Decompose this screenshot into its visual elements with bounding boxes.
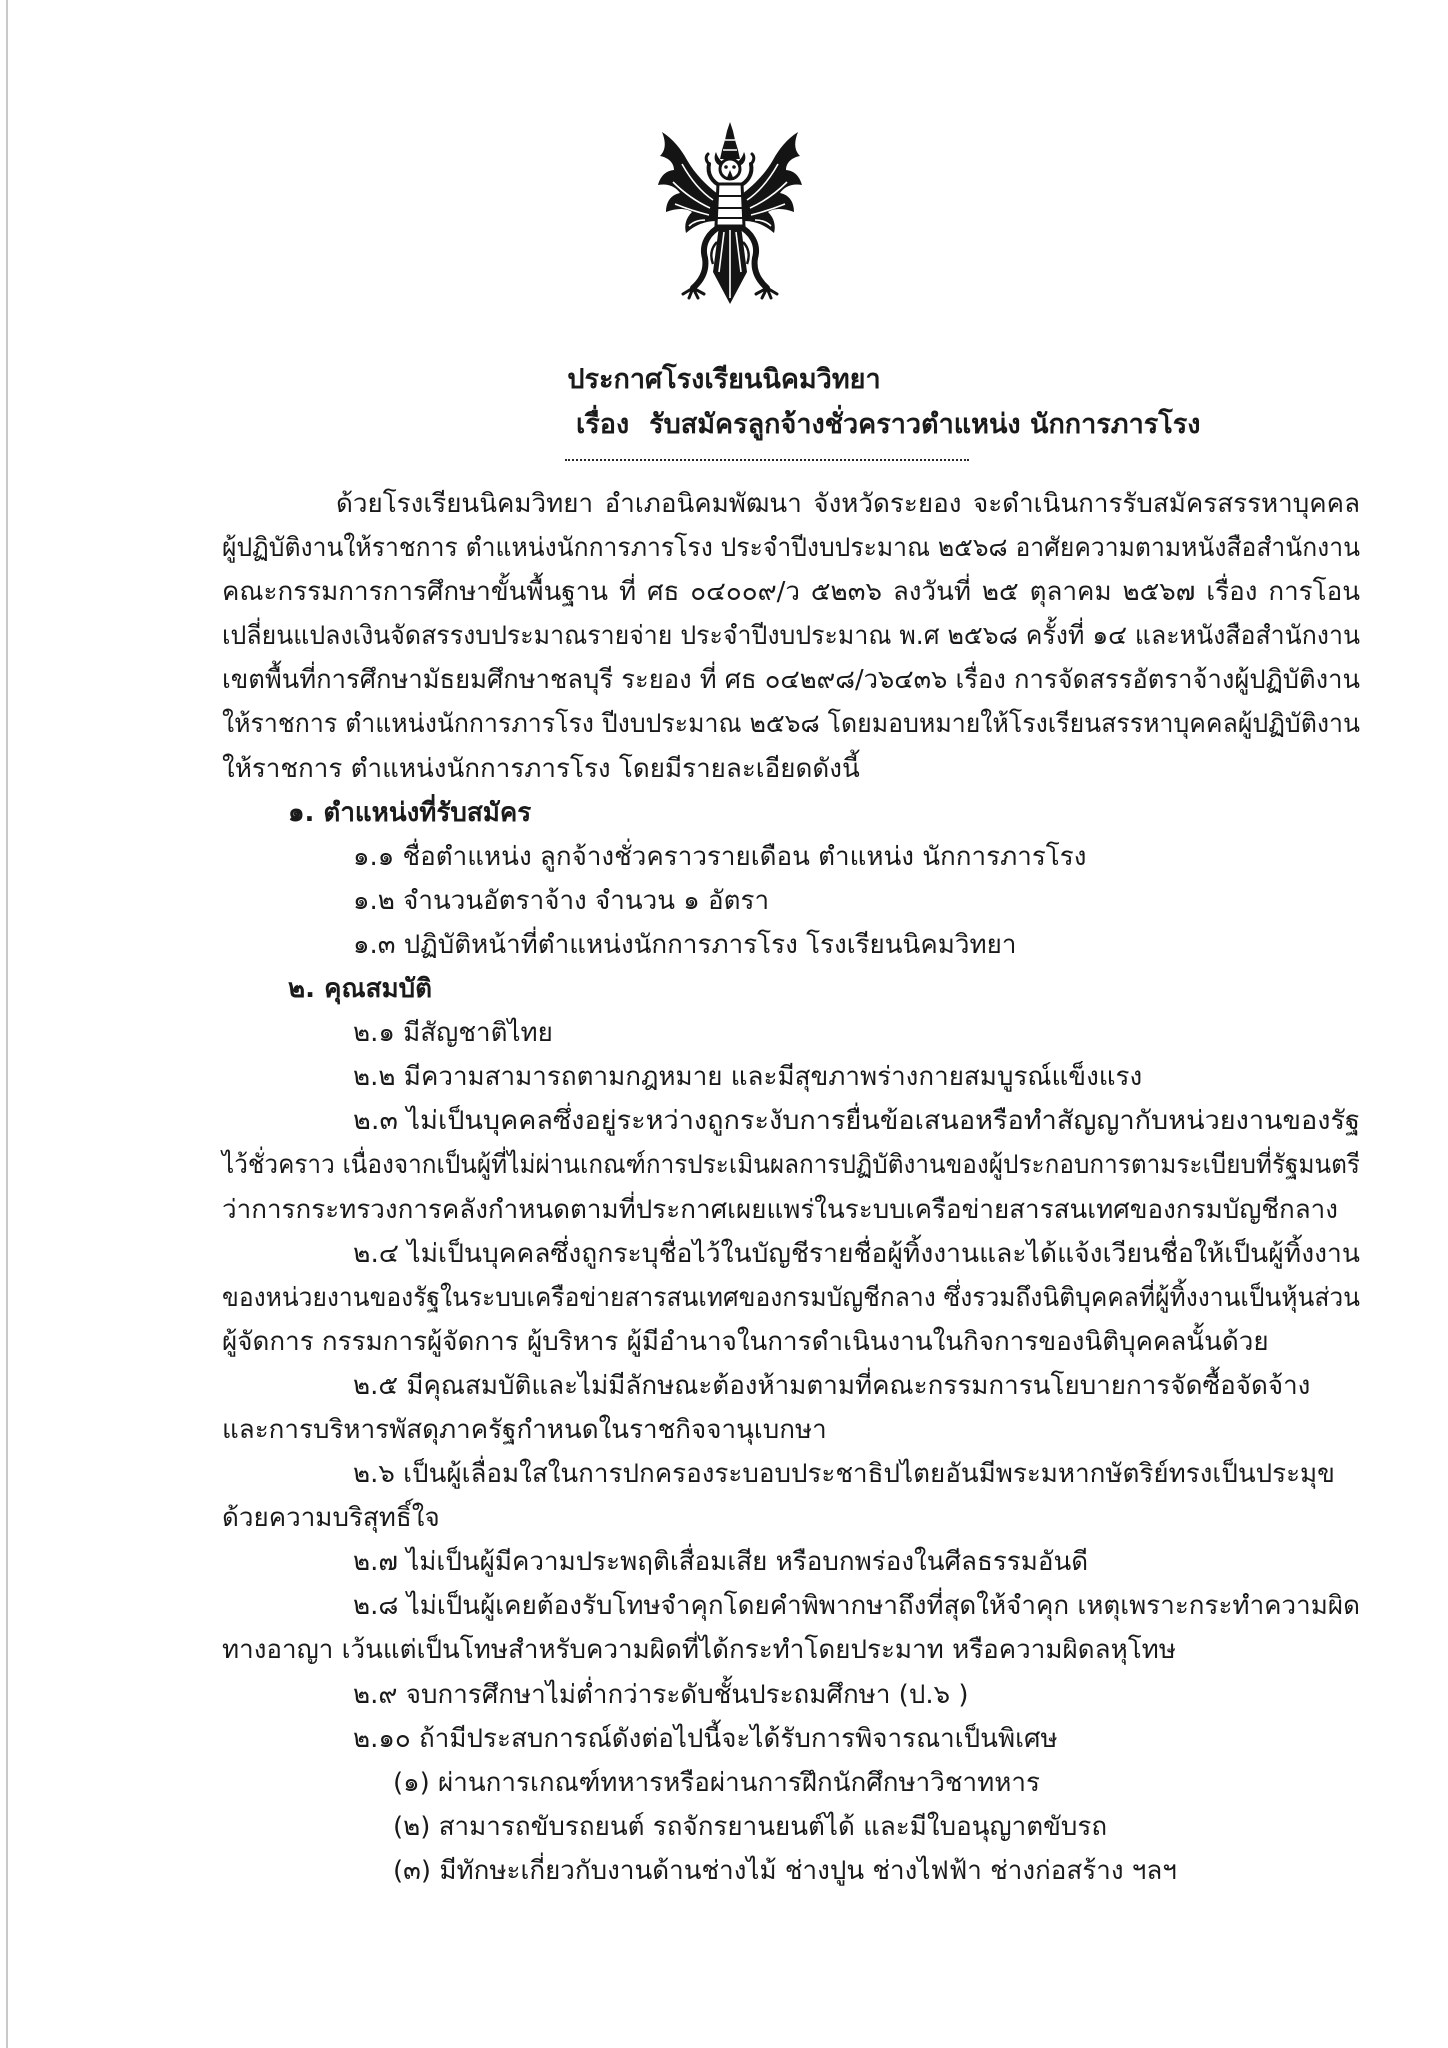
section-heading-text: ๒. คุณสมบัติ	[288, 974, 432, 1005]
list-item-text: ๒.๑๐ ถ้ามีประสบการณ์ดังต่อไปนี้จะได้รับการพิจารณาเป็นพิเศษ	[353, 1723, 1058, 1754]
list-item-continuation	[222, 1320, 1362, 1364]
list-item-text: ๑.๒ จำนวนอัตราจ้าง จำนวน ๑ อัตรา	[353, 885, 770, 916]
sub-list-item	[393, 1761, 1362, 1805]
intro-line-text: ให้ราชการ ตำแหน่งนักการภารโรง ปีงบประมาณ ๒๕๖๘ โดยมอบหมายให้โรงเรียนสรรหาบุคคลผู้ปฏิบัติงาน	[222, 709, 1360, 740]
list-item	[353, 1232, 1362, 1276]
announcement-subject	[576, 403, 1396, 447]
list-item-continuation	[222, 1143, 1362, 1187]
list-item-text: ไว้ชั่วคราว เนื่องจากเป็นผู้ที่ไม่ผ่านเกณฑ์การประเมินผลการปฏิบัติงานของผู้ประกอบการตามระเบียบที่รัฐมนตรี	[222, 1150, 1360, 1181]
list-item-text: ๒.๒ มีความสามารถตามกฎหมาย และมีสุขภาพร่างกายสมบูรณ์แข็งแรง	[353, 1062, 1143, 1093]
list-item-text: ๒.๔ ไม่เป็นบุคคลซึ่งถูกระบุชื่อไว้ในบัญชีรายชื่อผู้ทิ้งงานและได้แจ้งเวียนชื่อให้เป็นผู้ทิ้งงาน	[353, 1238, 1360, 1269]
intro-line-text: คณะกรรมการการศึกษาขั้นพื้นฐาน ที่ ศธ ๐๔๐๐๙/ว ๕๒๓๖ ลงวันที่ ๒๕ ตุลาคม ๒๕๖๗ เรื่อง การโอน	[222, 577, 1360, 608]
subject-text: รับสมัครลูกจ้างชั่วคราวตำแหน่ง นักการภารโรง	[649, 409, 1201, 440]
list-item	[353, 1364, 1362, 1408]
list-item-text: ๒.๘ ไม่เป็นผู้เคยต้องรับโทษจำคุกโดยคำพิพากษาถึงที่สุดให้จำคุก เหตุเพราะกระทำความผิด	[353, 1591, 1360, 1622]
list-item-text: ๒.๗ ไม่เป็นผู้มีความประพฤติเสื่อมเสีย หรือบกพร่องในศีลธรรมอันดี	[353, 1547, 1089, 1578]
list-item-text: ของหน่วยงานของรัฐในระบบเครือข่ายสารสนเทศของกรมบัญชีกลาง ซึ่งรวมถึงนิติบุคคลที่ผู้ทิ้งงานเป็นหุ้นส่วน	[222, 1282, 1360, 1313]
sub-list-item-text: (๓) มีทักษะเกี่ยวกับงานด้านช่างไม้ ช่างปูน ช่างไฟฟ้า ช่างก่อสร้าง ฯลฯ	[393, 1855, 1177, 1886]
list-item	[353, 923, 1362, 967]
intro-line	[222, 614, 1362, 658]
intro-line-text: เขตพื้นที่การศึกษามัธยมศึกษาชลบุรี ระยอง ที่ ศธ ๐๔๒๙๘/ว๖๔๓๖ เรื่อง การจัดสรรอัตราจ้างผู้ปฏิบัติงาน	[222, 665, 1360, 696]
list-item	[353, 1717, 1362, 1761]
intro-line-text: ผู้ปฏิบัติงานให้ราชการ ตำแหน่งนักการภารโรง ประจำปีงบประมาณ ๒๕๖๘ อาศัยความตามหนังสือสำนักงาน	[222, 533, 1360, 564]
intro-line	[222, 570, 1362, 614]
list-item-text: ๒.๑ มีสัญชาติไทย	[353, 1018, 553, 1049]
list-item-text: ๒.๕ มีคุณสมบัติและไม่มีลักษณะต้องห้ามตามที่คณะกรรมการนโยบายการจัดซื้อจัดจ้าง	[353, 1370, 1311, 1401]
section-heading-text: ๑. ตำแหน่งที่รับสมัคร	[288, 797, 532, 828]
intro-line	[222, 702, 1362, 746]
intro-line	[222, 526, 1362, 570]
list-item-text: ๑.๓ ปฏิบัติหน้าที่ตำแหน่งนักการภารโรง โรงเรียนนิคมวิทยา	[353, 929, 1017, 960]
intro-line	[222, 747, 1362, 791]
dotted-separator	[565, 459, 969, 461]
list-item-text: ด้วยความบริสุทธิ์ใจ	[222, 1503, 440, 1534]
list-item	[353, 1673, 1362, 1717]
intro-line	[336, 482, 1362, 526]
list-item-continuation	[222, 1276, 1362, 1320]
list-item	[353, 879, 1362, 923]
sub-list-item	[393, 1805, 1362, 1849]
announcement-title-text: ประกาศโรงเรียนนิคมวิทยา	[567, 364, 881, 395]
list-item	[353, 1055, 1362, 1099]
list-item-continuation	[222, 1408, 1362, 1452]
intro-line	[222, 658, 1362, 702]
list-item-continuation	[222, 1188, 1362, 1232]
list-item-text: ว่าการกระทรวงการคลังกำหนดตามที่ประกาศเผยแพร่ในระบบเครือข่ายสารสนเทศของกรมบัญชีกลาง	[222, 1194, 1338, 1225]
intro-line-text: เปลี่ยนแปลงเงินจัดสรรงบประมาณรายจ่าย ประจำปีงบประมาณ พ.ศ ๒๕๖๘ ครั้งที่ ๑๔ และหนังสือสำนักงาน	[222, 621, 1360, 652]
list-item-text: ๒.๓ ไม่เป็นบุคคลซึ่งอยู่ระหว่างถูกระงับการยื่นข้อเสนอหรือทำสัญญากับหน่วยงานของรัฐ	[353, 1106, 1360, 1137]
list-item	[353, 1540, 1362, 1584]
list-item	[353, 1452, 1362, 1496]
section-heading-positions	[288, 791, 1362, 835]
list-item	[353, 1011, 1362, 1055]
list-item-continuation	[222, 1628, 1362, 1672]
list-item	[353, 835, 1362, 879]
sub-list-item-text: (๑) ผ่านการเกณฑ์ทหารหรือผ่านการฝึกนักศึกษาวิชาทหาร	[393, 1767, 1040, 1798]
list-item-text: ๑.๑ ชื่อตำแหน่ง ลูกจ้างชั่วคราวรายเดือน ตำแหน่ง นักการภารโรง	[353, 841, 1087, 872]
list-item-text: ผู้จัดการ กรรมการผู้จัดการ ผู้บริหาร ผู้มีอำนาจในการดำเนินงานในกิจการของนิติบุคคลนั้นด้วย	[222, 1326, 1269, 1357]
document-body	[0, 482, 1448, 1893]
sub-list-item-text: (๒) สามารถขับรถยนต์ รถจักรยานยนต์ได้ และมีใบอนุญาตขับรถ	[393, 1811, 1108, 1842]
list-item	[353, 1099, 1362, 1143]
intro-line-text: ด้วยโรงเรียนนิคมวิทยา อำเภอนิคมพัฒนา จังหวัดระยอง จะดำเนินการรับสมัครสรรหาบุคคล	[336, 489, 1360, 519]
list-item-text: ๒.๙ จบการศึกษาไม่ต่ำกว่าระดับชั้นประถมศึกษา (ป.๖ )	[353, 1679, 969, 1710]
list-item-text: และการบริหารพัสดุภาครัฐกำหนดในราชกิจจานุเบกษา	[222, 1414, 827, 1445]
list-item-text: ทางอาญา เว้นแต่เป็นโทษสำหรับความผิดที่ได้กระทำโดยประมาท หรือความผิดลหุโทษ	[222, 1635, 1176, 1666]
list-item	[353, 1584, 1362, 1628]
section-heading-qualifications	[288, 967, 1362, 1011]
garuda-emblem-icon	[652, 122, 808, 312]
intro-line-text: ให้ราชการ ตำแหน่งนักการภารโรง โดยมีรายละเอียดดังนี้	[222, 753, 860, 784]
subject-label: เรื่อง	[576, 409, 630, 440]
announcement-title	[0, 358, 1448, 402]
list-item-continuation	[222, 1496, 1362, 1540]
sub-list-item	[393, 1849, 1362, 1893]
list-item-text: ๒.๖ เป็นผู้เลื่อมใสในการปกครองระบอบประชาธิปไตยอันมีพระมหากษัตริย์ทรงเป็นประมุข	[353, 1459, 1335, 1490]
